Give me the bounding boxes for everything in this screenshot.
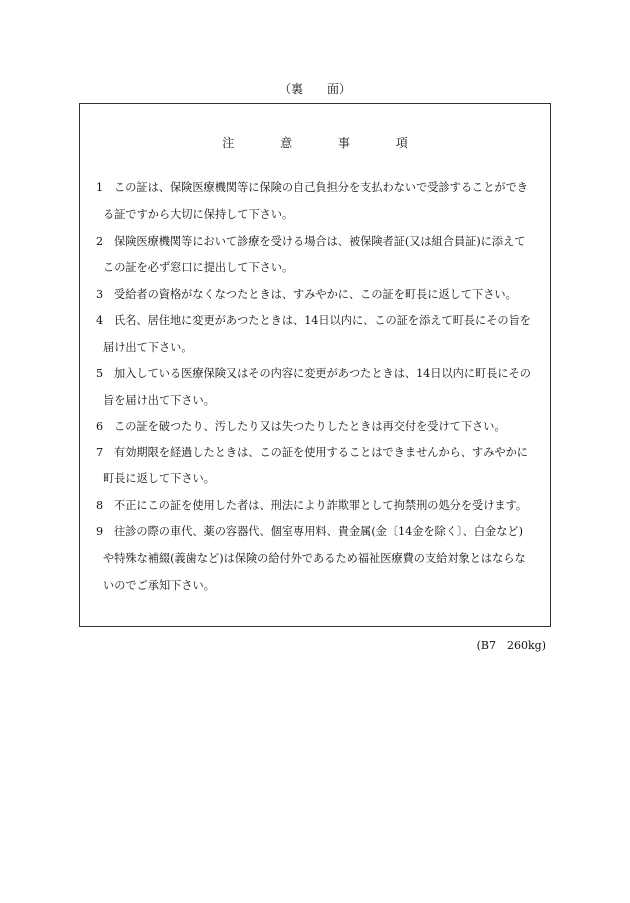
item-text: 保険医療機関等において診療を受ける場合は、被保険者証(又は組合員証)に添えて [114, 235, 526, 248]
item-number: 2 [96, 235, 104, 248]
notice-item-4 [96, 314, 531, 327]
notice-title-char: 意 [280, 136, 293, 150]
notice-item-7-continuation: 町長に返して下さい。 [103, 472, 215, 485]
item-number: 6 [96, 420, 104, 433]
item-text: 往診の際の車代、薬の容器代、個室専用料、貴金属(金〔14金を除く〕、白金など) [114, 525, 523, 538]
item-text: 受給者の資格がなくなつたときは、すみやかに、この証を町長に返して下さい。 [114, 288, 517, 301]
notice-item-7 [96, 446, 528, 459]
notice-item-3 [96, 288, 517, 301]
notice-title [0, 134, 630, 151]
item-number: 3 [96, 288, 104, 301]
notice-item-6 [96, 420, 506, 433]
item-number: 4 [96, 314, 104, 327]
item-text: 加入している医療保険又はその内容に変更があつたときは、14日以内に町長にその [114, 367, 531, 380]
item-number: 5 [96, 367, 104, 380]
item-number: 8 [96, 499, 104, 512]
item-text: この証は、保険医療機関等に保険の自己負担分を支払わないで受診することができ [114, 181, 528, 194]
notice-item-1 [96, 181, 528, 194]
item-number: 9 [96, 525, 104, 538]
item-text: 氏名、居住地に変更があつたときは、14日以内に、この証を添えて町長にその旨を [114, 314, 531, 327]
notice-item-5 [96, 367, 531, 380]
notice-title-char: 事 [337, 136, 350, 150]
item-number: 7 [96, 446, 104, 459]
notice-item-9-continuation: いのでご承知下さい。 [103, 579, 215, 592]
item-text: 不正にこの証を使用した者は、刑法により詐欺罪として拘禁刑の処分を受けます。 [114, 499, 528, 512]
page-heading: （裏 面） [278, 82, 351, 96]
notice-title-char: 注 [222, 136, 235, 150]
notice-item-9 [96, 525, 523, 538]
notice-title-char: 項 [395, 136, 408, 150]
form-size-note: (B7 260kg) [476, 639, 546, 652]
notice-item-2 [96, 235, 525, 248]
notice-item-5-continuation: 旨を届け出て下さい。 [103, 394, 215, 407]
notice-item-2-continuation: この証を必ず窓口に提出して下さい。 [103, 261, 294, 274]
item-number: 1 [96, 181, 104, 194]
item-text: 有効期限を経過したときは、この証を使用することはできませんから、すみやかに [114, 446, 528, 459]
notice-item-4-continuation: 届け出て下さい。 [103, 341, 193, 354]
notice-item-1-continuation: る証ですから大切に保持して下さい。 [103, 208, 294, 221]
notice-item-9-continuation: や特殊な補綴(義歯など)は保険の給付外であるため福祉医療費の支給対象とはならな [103, 552, 526, 565]
item-text: この証を破つたり、汚したり又は失つたりしたときは再交付を受けて下さい。 [114, 420, 506, 433]
notice-item-8 [96, 499, 527, 512]
